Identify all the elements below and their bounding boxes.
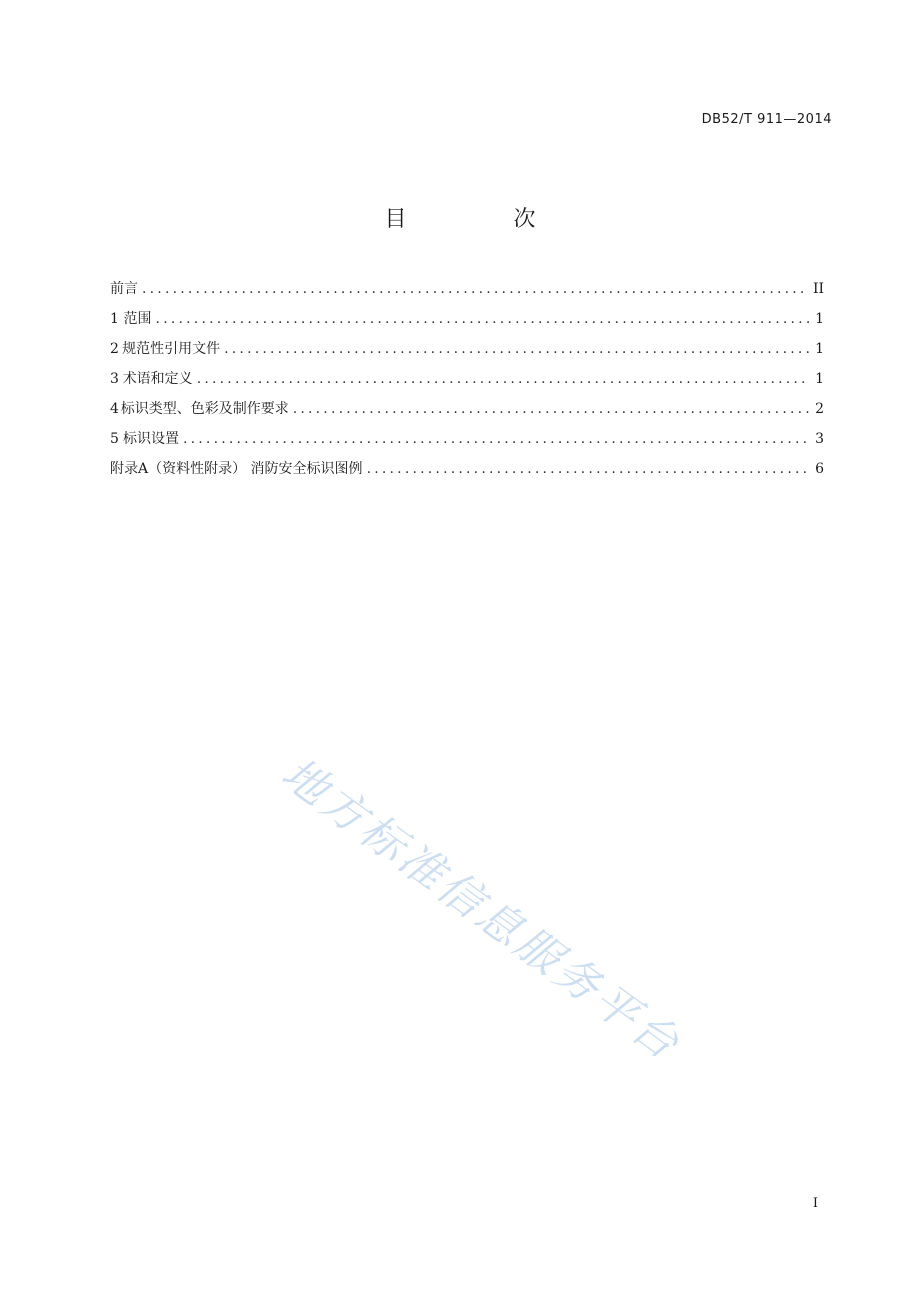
toc-dot-leader — [367, 459, 810, 479]
toc-entry-page: 2 — [815, 401, 824, 417]
watermark-text: 地方标准信息服务平台 — [272, 747, 691, 1072]
table-of-contents — [110, 279, 824, 489]
toc-entry-sign-placement[interactable] — [110, 429, 824, 459]
toc-entry-normative-references[interactable] — [110, 339, 824, 369]
toc-entry-label: 附录A（资料性附录） 消防安全标识图例 — [110, 461, 363, 477]
toc-entry-appendix-a[interactable] — [110, 459, 824, 489]
toc-entry-number: 4 — [110, 401, 119, 417]
toc-entry-scope[interactable] — [110, 309, 824, 339]
toc-entry-terms-definitions[interactable] — [110, 369, 824, 399]
toc-entry-number: 2 — [110, 341, 119, 357]
toc-entry-page: 3 — [815, 431, 824, 447]
toc-entry-page: 6 — [815, 461, 824, 477]
toc-entry-sign-requirements[interactable] — [110, 399, 824, 429]
toc-entry-label: 范围 — [123, 311, 152, 327]
toc-entry-number: 5 — [110, 431, 119, 447]
toc-entry-number: 1 — [110, 311, 119, 327]
toc-entry-page: 1 — [815, 311, 824, 327]
toc-entry-label: 标识设置 — [122, 431, 179, 447]
toc-entry-foreword[interactable] — [110, 279, 824, 309]
toc-dot-leader — [142, 279, 807, 299]
toc-dot-leader — [224, 339, 809, 359]
toc-dot-leader — [197, 369, 809, 389]
toc-entry-number: 3 — [110, 371, 119, 387]
page-number: I — [812, 1196, 818, 1211]
toc-entry-label: 术语和定义 — [122, 371, 193, 387]
toc-entry-label: 规范性引用文件 — [122, 341, 221, 357]
toc-entry-label: 标识类型、色彩及制作要求 — [120, 401, 289, 417]
toc-entry-label: 前言 — [110, 281, 138, 297]
toc-entry-page: II — [812, 281, 824, 297]
toc-entry-page: 1 — [815, 341, 824, 357]
toc-dot-leader — [156, 309, 810, 329]
page-title: 目 次 — [384, 207, 586, 232]
toc-entry-page: 1 — [815, 371, 824, 387]
document-code: DB52/T 911—2014 — [701, 112, 832, 127]
toc-dot-leader — [183, 429, 809, 449]
toc-dot-leader — [293, 399, 809, 419]
